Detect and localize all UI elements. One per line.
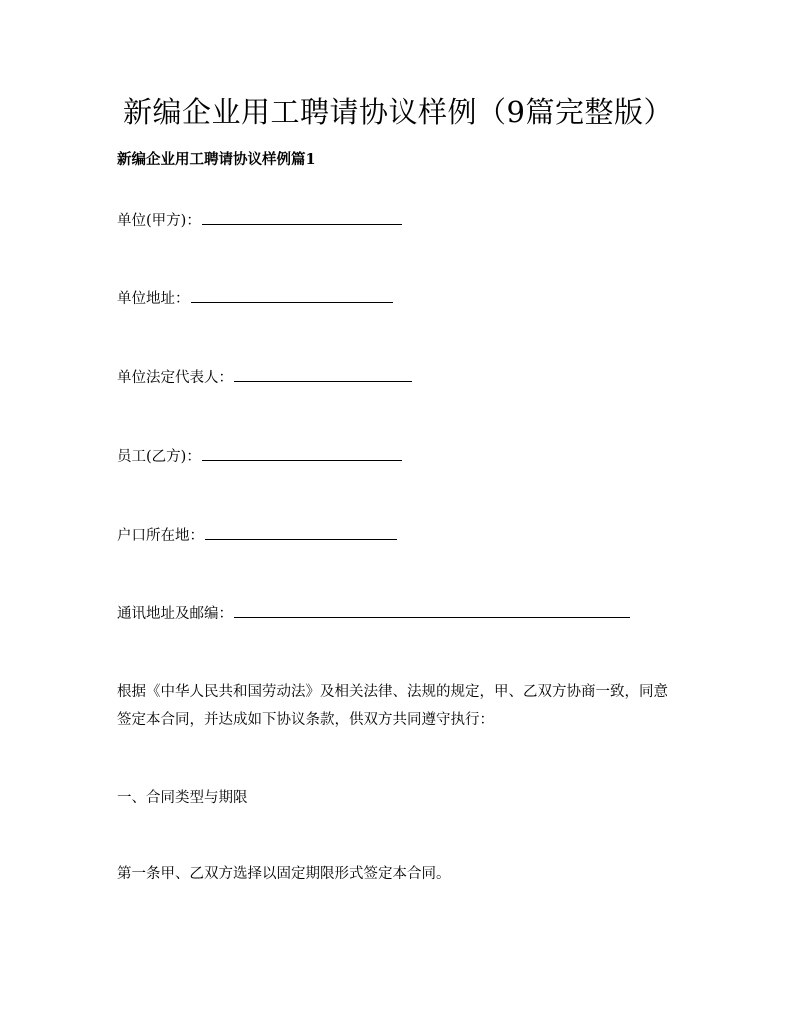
field-legal-representative bbox=[117, 367, 412, 388]
field-employee bbox=[117, 446, 402, 467]
section-heading: 一、合同类型与期限 bbox=[117, 790, 248, 806]
field-employer bbox=[117, 210, 402, 231]
intro-paragraph: 根据《中华人民共和国劳动法》及相关法律、法规的规定，甲、乙双方协商一致，同意签定本合同，并达成如下协议条款，供双方共同遵守执行： bbox=[117, 684, 668, 728]
field-label: 单位(甲方)： bbox=[117, 213, 201, 229]
fill-in-blank[interactable] bbox=[191, 288, 393, 303]
field-employer-address bbox=[117, 288, 393, 309]
document-title: 新编企业用工聘请协议样例（9篇完整版） bbox=[123, 95, 673, 129]
fill-in-blank[interactable] bbox=[202, 446, 402, 461]
article-one: 第一条甲、乙双方选择以固定期限形式签定本合同。 bbox=[117, 866, 451, 882]
field-label: 员工(乙方)： bbox=[117, 449, 201, 465]
field-label: 户口所在地： bbox=[117, 528, 204, 544]
field-label: 通讯地址及邮编： bbox=[117, 606, 233, 622]
fill-in-blank[interactable] bbox=[234, 603, 630, 618]
fill-in-blank[interactable] bbox=[234, 367, 412, 382]
fill-in-blank[interactable] bbox=[202, 210, 402, 225]
field-household-registration bbox=[117, 525, 397, 546]
fill-in-blank[interactable] bbox=[205, 525, 397, 540]
field-label: 单位法定代表人： bbox=[117, 370, 233, 386]
field-label: 单位地址： bbox=[117, 291, 190, 307]
section-subtitle: 新编企业用工聘请协议样例篇1 bbox=[117, 151, 316, 168]
field-mailing-address bbox=[117, 603, 630, 624]
